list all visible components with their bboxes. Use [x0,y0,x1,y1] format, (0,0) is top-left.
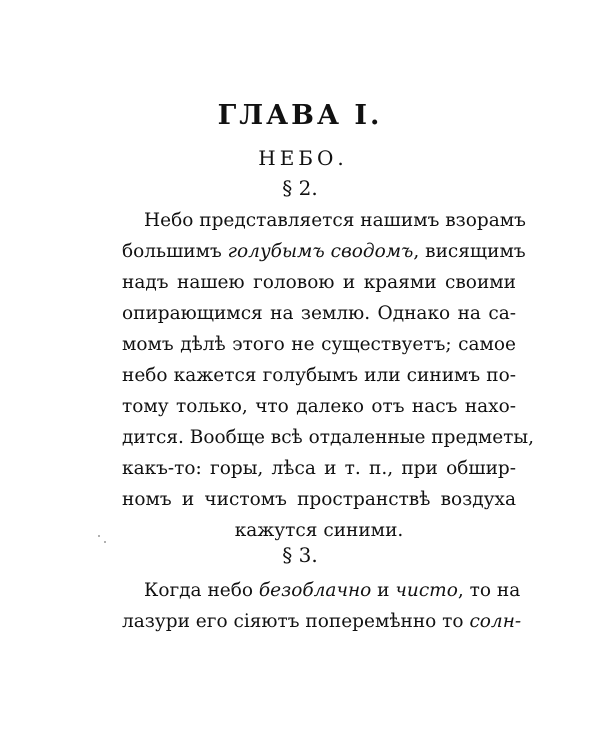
text-line: Когда небо безоблачно и чисто, то на [144,580,521,601]
text-line: какъ-то: горы, лѣса и т. п., при обшир- [122,458,516,479]
text-line: номъ и чистомъ пространствѣ воздуха [122,489,516,510]
emphasis-text: голубымъ сводомъ [227,241,414,262]
text-line: опирающимся на землю. Однако на са- [122,303,516,324]
section-mark-3: § 3. [282,543,318,567]
emphasis-text: безоблачно [258,580,372,601]
chapter-subtitle: НЕБО. [258,146,348,170]
text-line: момъ дѣлѣ этого не существуетъ; самое [122,334,516,355]
emphasis-text: солн- [469,611,522,632]
paragraph-1 [122,205,534,546]
text-line: тому только, что далеко отъ насъ нахо- [122,396,516,417]
emphasis-text: чисто [395,580,458,601]
ink-speck [104,541,106,543]
text-line: небо кажется голубымъ или синимъ по- [122,365,516,386]
paragraph-2 [122,575,522,637]
chapter-title: ГЛАВА I. [217,100,383,131]
text-line: Небо представляется нашимъ взорамъ [144,210,526,231]
text-line: дится. Вообще всѣ отдаленные предметы, [122,427,534,448]
ink-speck [98,535,100,537]
text-line: лазури его сіяютъ поперемѣнно то солн- [122,611,522,632]
text-line: большимъ голубымъ сводомъ, висящимъ [122,241,526,262]
section-mark-2: § 2. [282,176,318,200]
text-line: надъ нашею головою и краями своими [122,272,516,293]
text-line: кажутся синими. [234,520,404,541]
